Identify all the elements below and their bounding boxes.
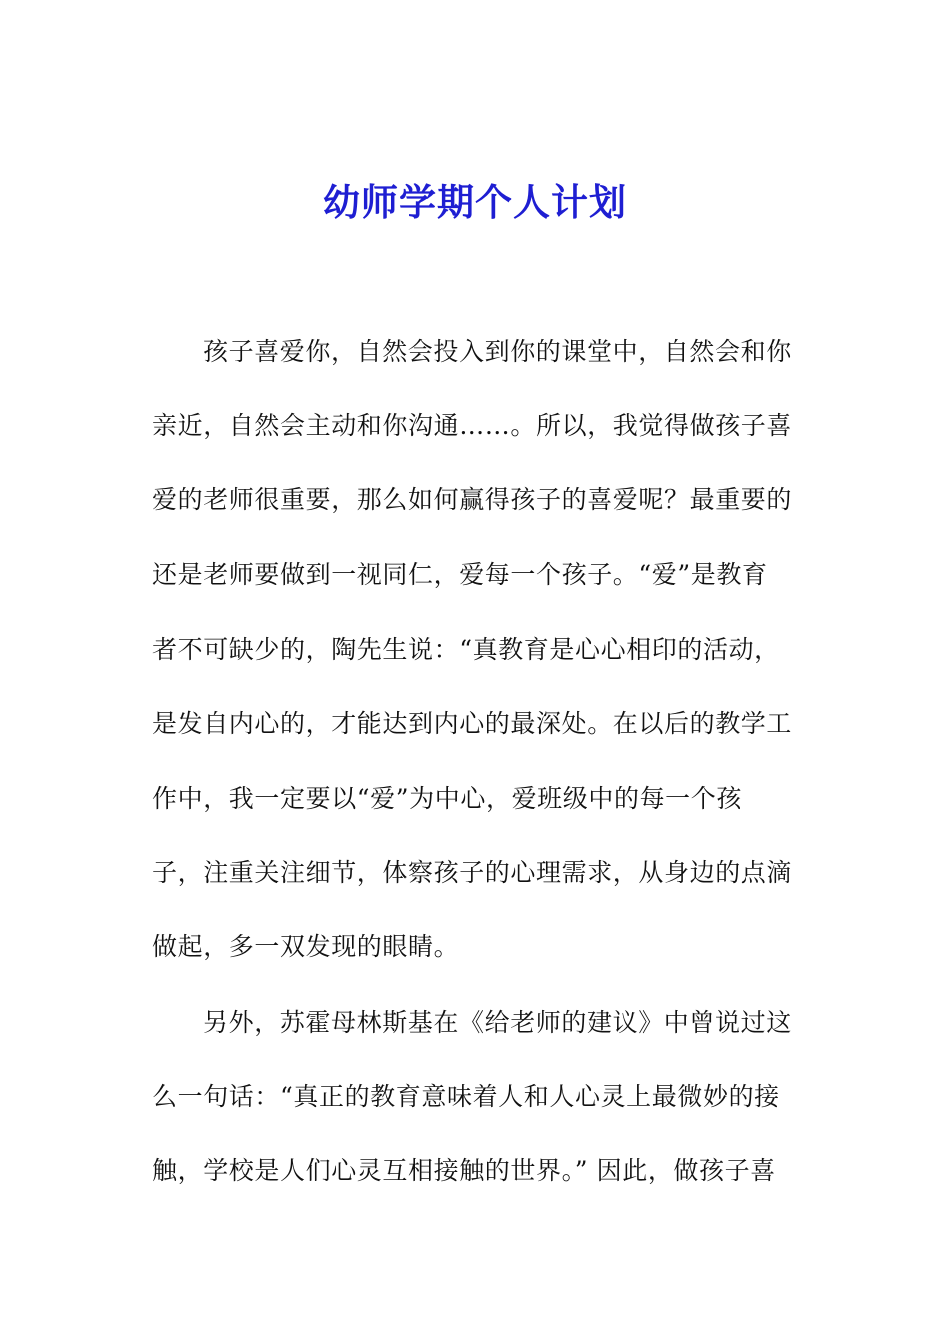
paragraph-1-line-2: 亲近，自然会主动和你沟通……。所以，我觉得做孩子喜 [152,411,793,440]
paragraph-1-line-9: 做起，多一双发现的眼睛。 [152,932,460,961]
paragraph-1-line-6: 是发自内心的，才能达到内心的最深处。在以后的教学工 [152,709,793,738]
paragraph-1-line-7: 作中，我一定要以“爱”为中心，爱班级中的每一个孩 [152,784,742,813]
paragraph-1-line-4: 还是老师要做到一视同仁，爱每一个孩子。“爱”是教育 [152,560,768,589]
document-title: 幼师学期个人计划 [323,180,627,224]
paragraph-2-line-3: 触，学校是人们心灵互相接触的世界。” 因此，做孩子喜 [152,1156,776,1185]
paragraph-1-line-1: 孩子喜爱你，自然会投入到你的课堂中，自然会和你 [203,337,792,366]
paragraph-2-line-1: 另外，苏霍母林斯基在《给老师的建议》中曾说过这 [203,1008,792,1037]
paragraph-1-line-5: 者不可缺少的，陶先生说：“真教育是心心相印的活动， [152,635,780,664]
paragraph-1-line-8: 子，注重关注细节，体察孩子的心理需求，从身边的点滴 [152,858,793,887]
paragraph-1-line-3: 爱的老师很重要，那么如何赢得孩子的喜爱呢？最重要的 [152,485,793,514]
paragraph-2-line-2: 么一句话：“真正的教育意味着人和人心灵上最微妙的接 [152,1082,780,1111]
